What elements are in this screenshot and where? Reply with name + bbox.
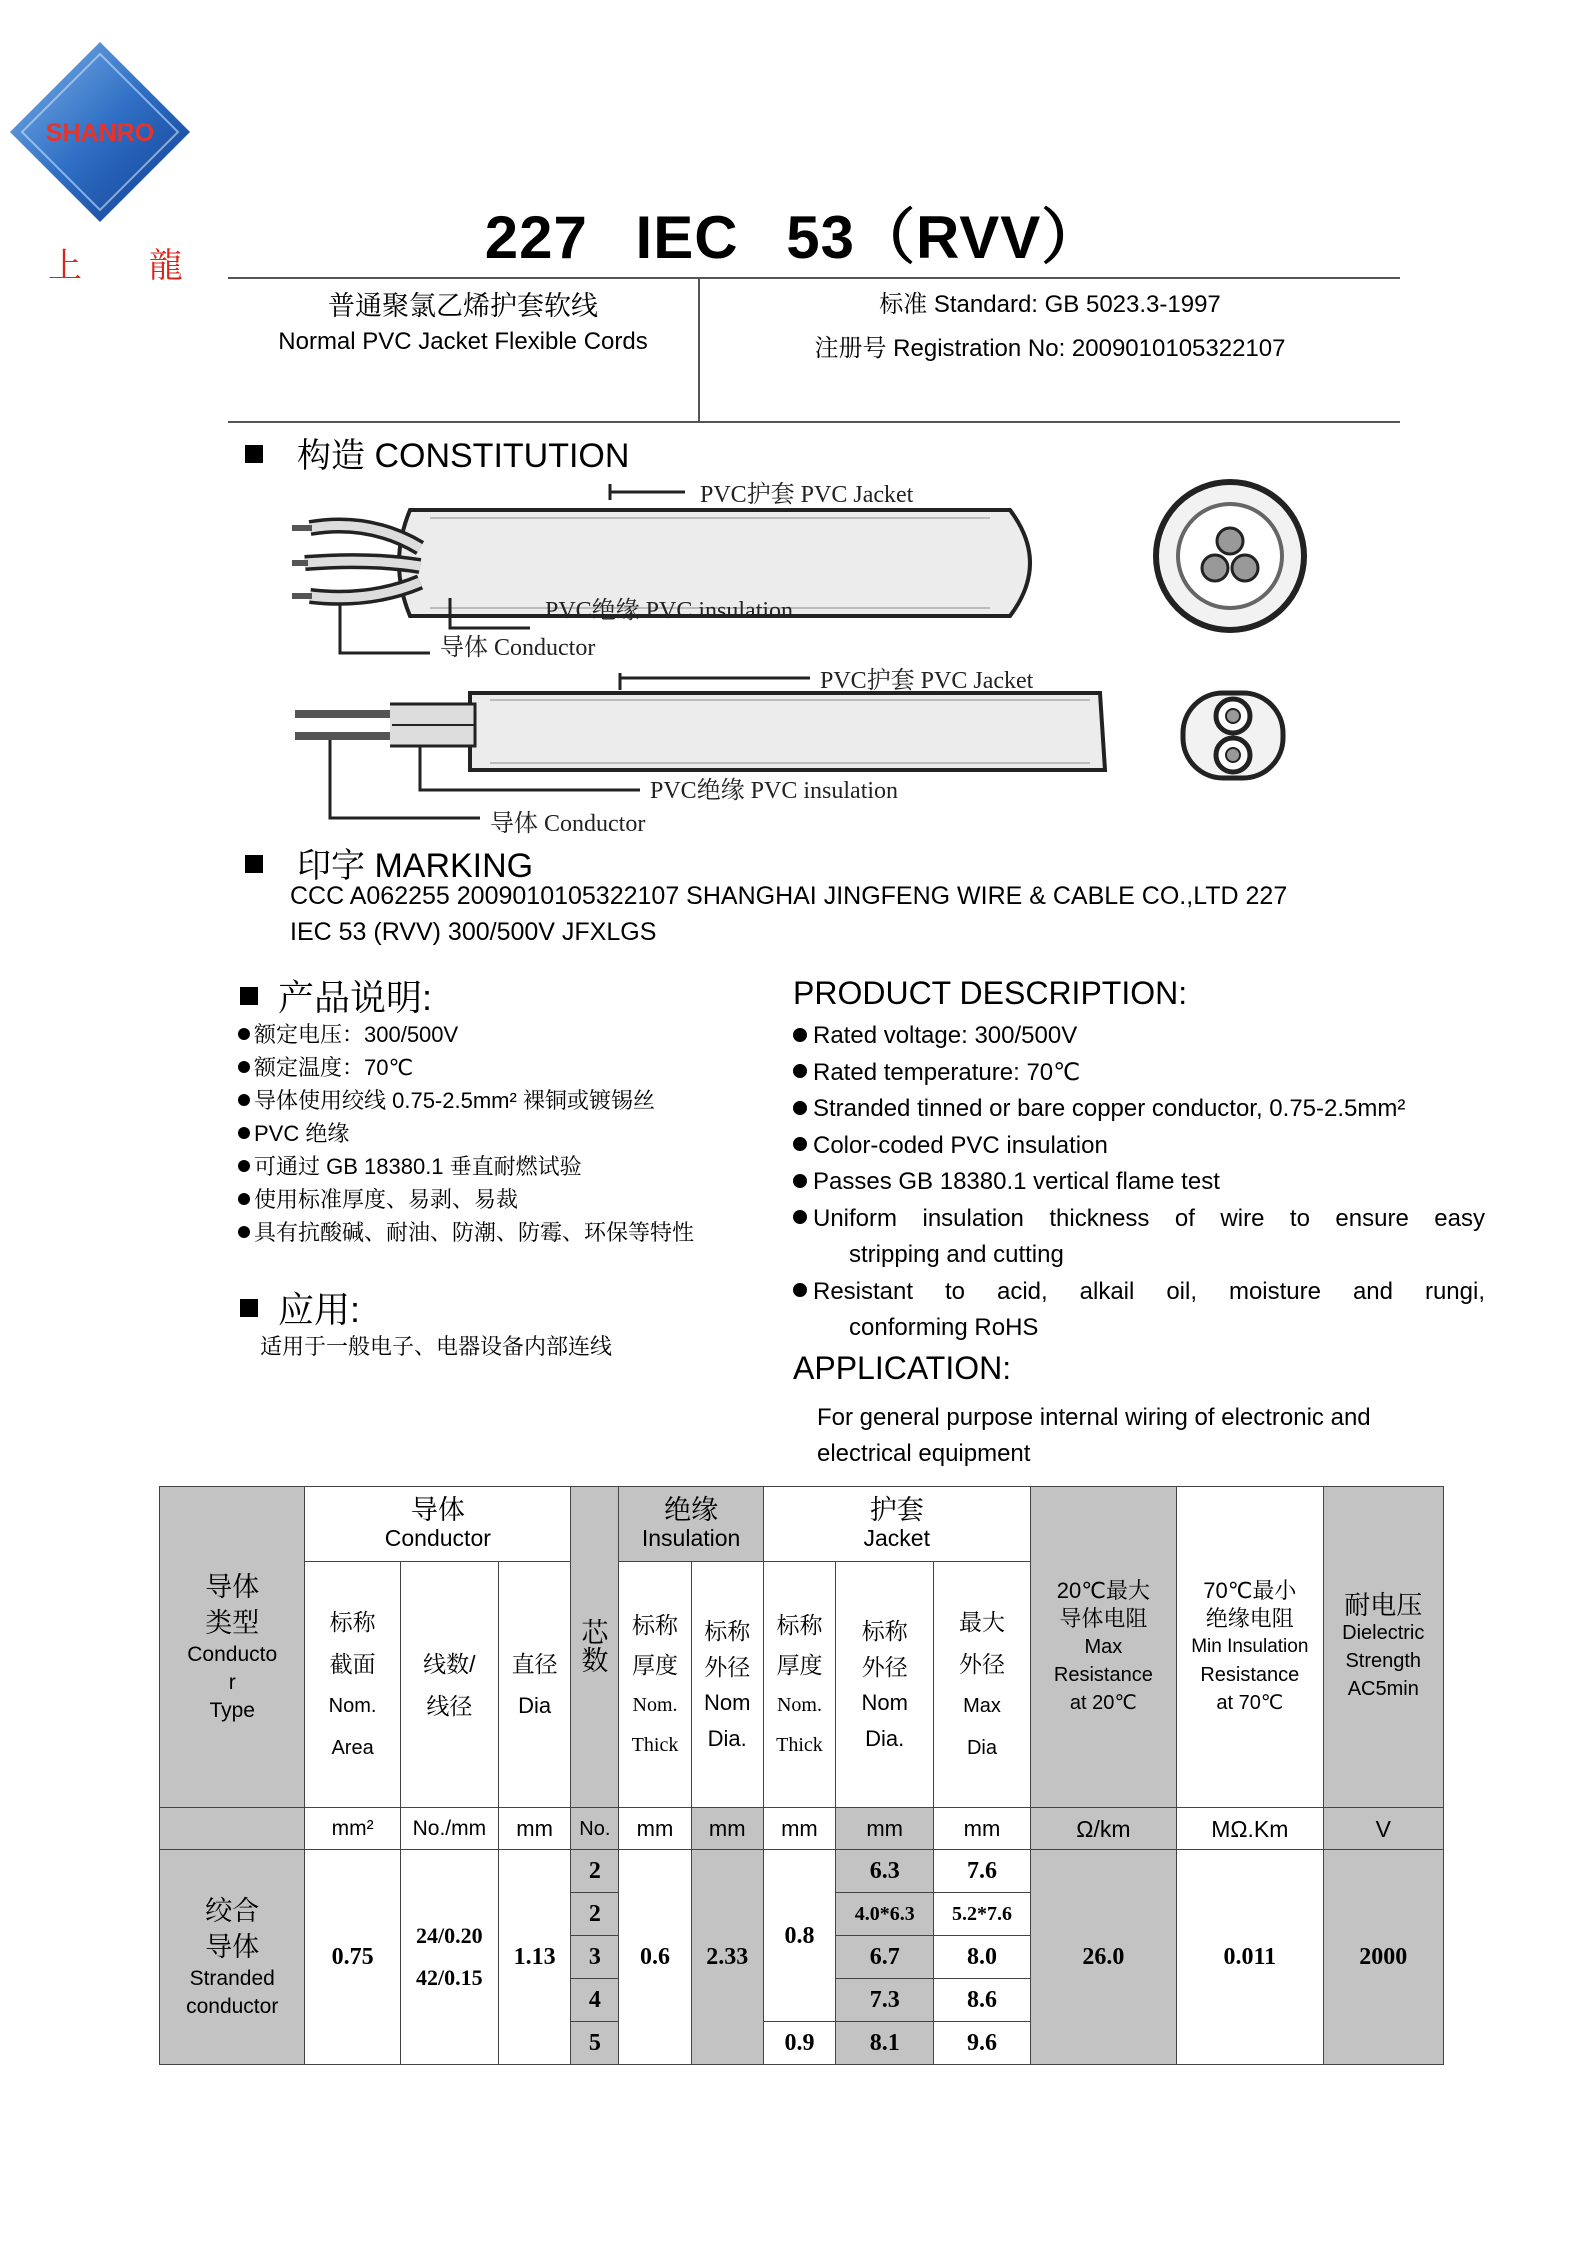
specification-table	[159, 1486, 1444, 2065]
list-item: 导体使用绞线 0.75-2.5mm² 裸铜或镀锡丝	[238, 1084, 694, 1117]
insulation-dia-header: 标称 外径 Nom Dia.	[691, 1562, 763, 1808]
units-row: mm² No./mm mm No. mm mm mm mm mm Ω/km MΩ.Km V	[160, 1808, 1444, 1850]
stranded-type-cell: 绞合 导体 Stranded conductor	[160, 1850, 305, 2065]
list-item: 使用标准厚度、易剥、易裁	[238, 1183, 694, 1216]
table-row: 4 7.3 8.6	[160, 1979, 1444, 2022]
cable-constitution-diagram	[290, 478, 1340, 838]
list-item: Uniform insulation thickness of wire to ensure easy	[793, 1201, 1485, 1238]
jacket-nom-dia-header: 标称 外径 Nom Dia.	[836, 1562, 934, 1808]
header-top-rule	[228, 277, 1400, 279]
table-row: 5 0.9 8.1 9.6	[160, 2022, 1444, 2065]
table-row: 2 4.0*6.3 5.2*7.6	[160, 1893, 1444, 1936]
area-header: 标称 截面 Nom. Area	[305, 1562, 400, 1808]
logo-brand-text: SHANRO	[45, 119, 155, 147]
insulation-group-header: 绝缘 Insulation	[619, 1487, 763, 1562]
table-row: 3 6.7 8.0	[160, 1936, 1444, 1979]
list-item-continuation: conforming RoHS	[849, 1314, 1039, 1341]
list-item: 额定温度：70℃	[238, 1051, 694, 1084]
svg-text:PVC绝缘 PVC insulation: PVC绝缘 PVC insulation	[650, 778, 899, 804]
list-item: Stranded tinned or bare copper conductor, 0.75-2.5mm²	[793, 1091, 1485, 1128]
description-en-list	[793, 1018, 1485, 1347]
dia-header: 直径 Dia	[499, 1562, 571, 1808]
round-cable-diagram	[292, 481, 1304, 661]
product-name-en: Normal PVC Jacket Flexible Cords	[278, 328, 648, 355]
page-title: 227 IEC 53（RVV）	[484, 204, 1103, 271]
insulation-thickness-header: 标称 厚度 Nom. Thick	[619, 1562, 691, 1808]
list-item: Rated voltage: 300/500V	[793, 1018, 1485, 1055]
application-en-text: For general purpose internal wiring of electronic and electrical equipment	[817, 1404, 1371, 1467]
jacket-max-dia-header: 最大 外径 Max Dia	[934, 1562, 1030, 1808]
list-item: Passes GB 18380.1 vertical flame test	[793, 1164, 1485, 1201]
description-cn-list	[238, 1018, 694, 1249]
strand-header: 线数/ 线径	[400, 1562, 498, 1808]
standard-text: 标准 Standard: GB 5023.3-1997	[879, 291, 1221, 318]
insulation-resistance-header: 70℃最小 绝缘电阻 Min Insulation Resistance at 70℃	[1177, 1487, 1323, 1808]
product-name-cn: 普通聚氯乙烯护套软线	[328, 291, 598, 321]
description-en-heading: PRODUCT DESCRIPTION:	[793, 975, 1188, 1011]
application-cn-text: 适用于一般电子、电器设备内部连线	[260, 1334, 613, 1359]
list-item: 可通过 GB 18380.1 垂直耐燃试验	[238, 1150, 694, 1183]
voltage-header: 耐电压 Dielectric Strength AC5min	[1323, 1487, 1443, 1808]
list-item-continuation: stripping and cutting	[849, 1241, 1064, 1268]
svg-text:PVC护套 PVC Jacket: PVC护套 PVC Jacket	[700, 482, 914, 508]
logo-chinese-text: 上 龍	[48, 246, 211, 286]
header-bottom-rule	[228, 421, 1400, 423]
constitution-heading: 构造 CONSTITUTION	[245, 428, 629, 477]
svg-text:PVC绝缘 PVC insulation: PVC绝缘 PVC insulation	[545, 598, 794, 624]
svg-text:导体 Conductor: 导体 Conductor	[490, 811, 646, 837]
jacket-group-header: 护套 Jacket	[763, 1487, 1030, 1562]
flat-cable-diagram	[295, 667, 1283, 837]
cores-header: 芯 数	[571, 1487, 619, 1808]
list-item: Resistant to acid, alkail oil, moisture and rungi,	[793, 1274, 1485, 1311]
svg-text:导体 Conductor: 导体 Conductor	[440, 635, 596, 661]
resistance-header: 20℃最大 导体电阻 Max Resistance at 20℃	[1030, 1487, 1176, 1808]
marking-text: CCC A062255 2009010105322107 SHANGHAI JINGFENG WIRE & CABLE CO.,LTD 227 IEC 53 (RVV) 300/500V JFXLGS	[290, 882, 1288, 946]
application-en-heading: APPLICATION:	[793, 1350, 1012, 1386]
svg-text:PVC护套 PVC Jacket: PVC护套 PVC Jacket	[820, 668, 1034, 694]
list-item: 具有抗酸碱、耐油、防潮、防霉、环保等特性	[238, 1216, 694, 1249]
registration-text: 注册号 Registration No: 2009010105322107	[814, 335, 1286, 362]
conductor-group-header: 导体 Conductor	[305, 1487, 571, 1562]
list-item: PVC 绝缘	[238, 1117, 694, 1150]
description-cn-heading: 产品说明:	[240, 970, 432, 1021]
list-item: Color-coded PVC insulation	[793, 1128, 1485, 1165]
marking-heading: 印字 MARKING	[245, 838, 533, 887]
table-row: 绞合 导体 Stranded conductor 0.75 24/0.20 42/0.15 1.13 2 0.6 2.33 0.8 6.3 7.6 26.0 0.011 2000	[160, 1850, 1444, 1893]
list-item: 额定电压：300/500V	[238, 1018, 694, 1051]
application-cn-heading: 应用:	[240, 1282, 360, 1333]
jacket-thickness-header: 标称 厚度 Nom. Thick	[763, 1562, 835, 1808]
type-header: 导体 类型 Conducto r Type	[160, 1487, 305, 1808]
list-item: Rated temperature: 70℃	[793, 1055, 1485, 1092]
